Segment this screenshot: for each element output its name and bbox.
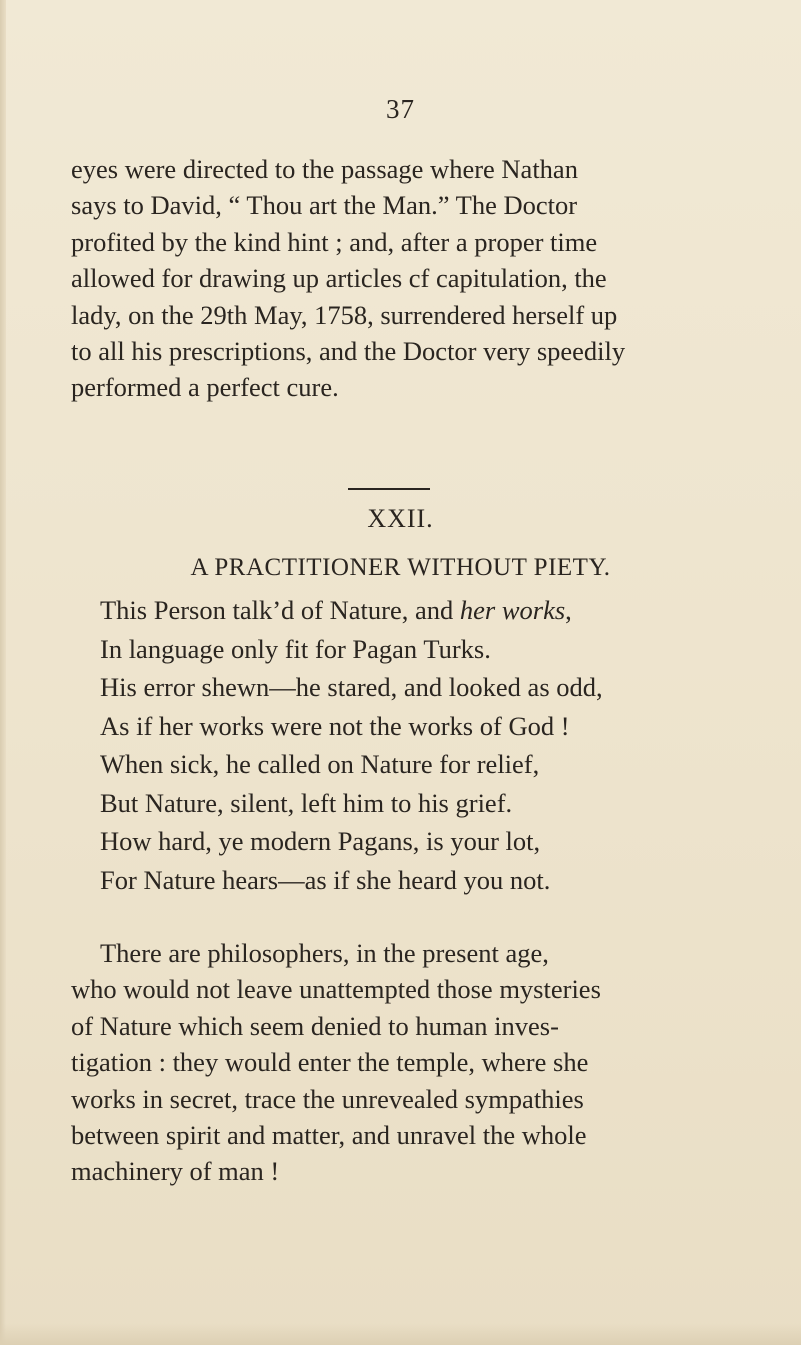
paragraph-line: There are philosophers, in the present age, [100, 938, 549, 968]
poem-line [100, 591, 603, 630]
paragraph-doctor-cure [71, 151, 727, 406]
paragraph-philosophers [71, 935, 727, 1190]
poem-line: His error shewn—he stared, and looked as odd, [100, 672, 603, 702]
poem-verse [100, 591, 603, 899]
paragraph-line: profited by the kind hint ; and, after a proper time [71, 226, 598, 257]
paragraph-line: tigation : they would enter the temple, where she [71, 1047, 589, 1078]
paragraph-line: says to David, “ Thou art the Man.” The Doctor [71, 190, 578, 221]
paragraph-line: to all his prescriptions, and the Doctor very speedily [71, 336, 626, 367]
poem-line: In language only fit for Pagan Turks. [100, 633, 491, 664]
paragraph-line: performed a perfect cure. [71, 372, 339, 403]
paragraph-line: works in secret, trace the unrevealed sympathies [71, 1083, 584, 1114]
section-number: XXII. [367, 504, 434, 533]
poem-line: How hard, ye modern Pagans, is your lot, [100, 826, 541, 856]
poem-line-punctuation: , [565, 595, 572, 625]
page-bottom-edge [0, 1323, 801, 1345]
paragraph-line: allowed for drawing up articles cf capitulation, the [71, 263, 607, 294]
paragraph-line: between spirit and matter, and unravel the whole [71, 1120, 587, 1151]
poem-line: When sick, he called on Nature for relief, [100, 749, 540, 779]
section-divider [348, 488, 430, 490]
poem-italic-phrase: her works [459, 595, 566, 625]
poem-line-text: This Person talk’d of Nature, and [100, 595, 460, 625]
section-title: A PRACTITIONER WITHOUT PIETY. [190, 554, 611, 581]
paragraph-line: lady, on the 29th May, 1758, surrendered herself up [71, 299, 618, 330]
poem-line: For Nature hears—as if she heard you not. [100, 864, 551, 895]
page-number: 37 [386, 94, 415, 124]
poem-line: As if her works were not the works of God ! [100, 710, 570, 741]
page-gutter-edge [0, 0, 6, 1345]
paragraph-line: machinery of man ! [71, 1156, 280, 1187]
paragraph-line: eyes were directed to the passage where Nathan [71, 154, 578, 184]
paragraph-line: who would not leave unattempted those mysteries [71, 974, 601, 1005]
poem-line: But Nature, silent, left him to his grief. [100, 787, 513, 818]
paragraph-line: of Nature which seem denied to human inves- [71, 1010, 559, 1041]
